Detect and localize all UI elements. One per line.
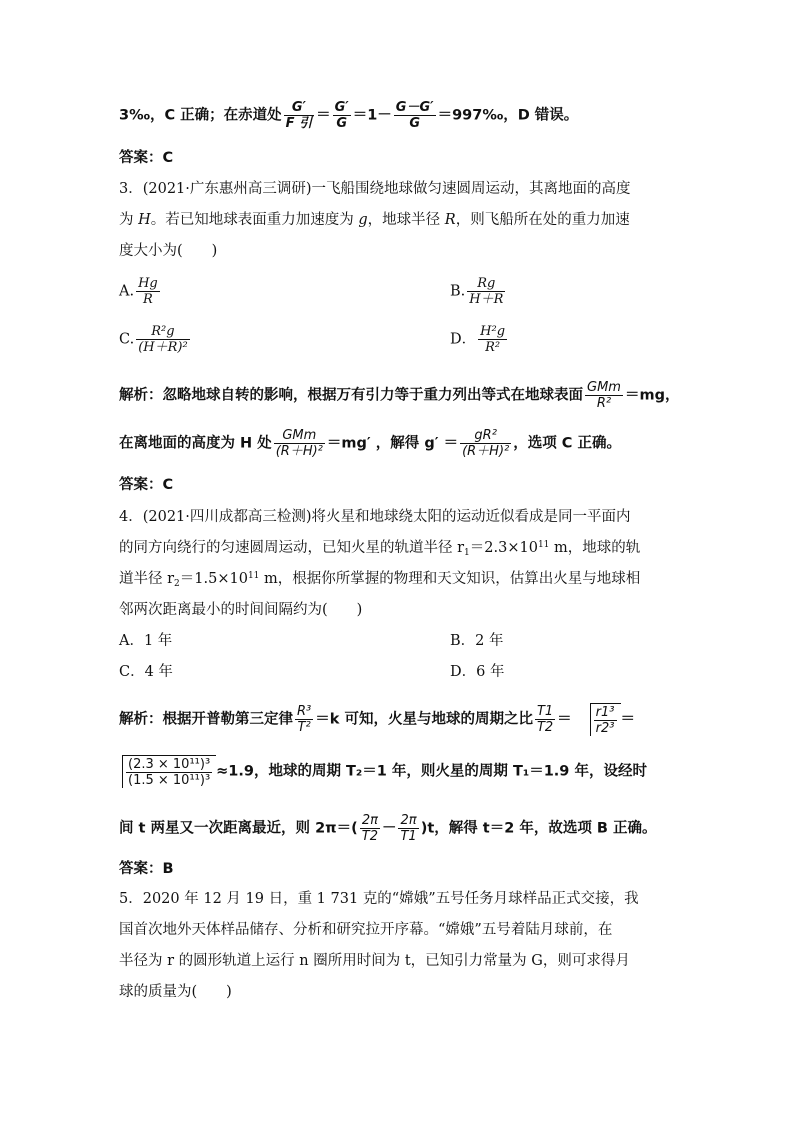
option-label: B. bbox=[450, 283, 466, 300]
text: ＝1.5×10 bbox=[179, 571, 248, 587]
text: 3‰，C bbox=[119, 107, 181, 124]
numerator: 2π bbox=[398, 813, 418, 829]
denominator: R² bbox=[485, 340, 501, 355]
denominator: T2 bbox=[536, 720, 554, 735]
denominator: T2 bbox=[361, 829, 378, 844]
text: m，地球的轨 bbox=[549, 540, 641, 556]
var: H bbox=[138, 212, 151, 228]
q3-option-a bbox=[119, 276, 162, 307]
fraction bbox=[394, 100, 436, 131]
denominator: (1.5 × 10¹¹)³ bbox=[128, 773, 211, 788]
denominator: r2³ bbox=[595, 721, 615, 736]
fraction bbox=[398, 813, 418, 844]
option-label: D． bbox=[450, 331, 477, 348]
denominator: G bbox=[409, 116, 421, 131]
q4-line-1: 4．(2021·四川成都高三检测)将火星和地球绕太阳的运动近似看成是同一平面内 bbox=[119, 509, 631, 525]
fraction bbox=[333, 100, 351, 131]
q5-line-2: 国首次地外天体样品储存、分析和研究拉开序幕。“嫦娥”五号着陆月球前，在 bbox=[119, 922, 613, 938]
fraction bbox=[295, 704, 313, 735]
square-root bbox=[580, 703, 621, 736]
text: ＝2.3×10 bbox=[469, 540, 538, 556]
square-root bbox=[112, 755, 216, 788]
numerator: 2π bbox=[360, 813, 380, 829]
text: ≈1.9，地球的周期 T₂＝1 年，则火星的周期 T₁＝1.9 年，设经时 bbox=[216, 763, 647, 780]
denominator: (R＋H)² bbox=[275, 444, 323, 459]
text: 解析：忽略地球自转的影响，根据万有引力等于重力列出等式在地球表面 bbox=[119, 387, 583, 404]
numerator: Rg bbox=[467, 276, 505, 292]
q4-option-d: D．6 年 bbox=[450, 664, 505, 680]
q4-solution-line-3 bbox=[119, 813, 676, 844]
prev-solution-end bbox=[119, 100, 676, 131]
denominator: F 引 bbox=[285, 116, 313, 131]
text: 正确；在赤道处 bbox=[180, 107, 282, 124]
text: ＝1－ bbox=[352, 107, 392, 124]
fraction bbox=[478, 324, 507, 355]
q4-option-b: B．2 年 bbox=[450, 633, 504, 649]
text: m，根据你所掌握的物理和天文知识，估算出火星与地球相 bbox=[259, 571, 641, 587]
q3-option-d bbox=[450, 324, 509, 355]
numerator: r1³ bbox=[595, 705, 615, 720]
numerator: H²g bbox=[480, 324, 506, 339]
var: g bbox=[358, 212, 368, 228]
text: 的同方向绕行的匀速圆周运动，已知火星的轨道半径 r bbox=[119, 540, 465, 556]
text: ＝ bbox=[316, 107, 331, 124]
denominator: R bbox=[143, 292, 153, 307]
fraction bbox=[284, 100, 314, 131]
text: ，则飞船所在处的重力加速 bbox=[455, 212, 630, 228]
fraction bbox=[360, 813, 380, 844]
denominator: H＋R bbox=[469, 292, 504, 307]
q3-solution-line-1 bbox=[119, 380, 680, 411]
q5-line-3: 半径为 r 的圆形轨道上运行 n 圈所用时间为 t，已知引力常量为 G，则可求得月 bbox=[119, 953, 630, 969]
subscript: 1 bbox=[464, 548, 470, 558]
q4-option-c: C．4 年 bbox=[119, 664, 173, 680]
text: ＝mg′ ，解得 g′ ＝ bbox=[326, 435, 459, 452]
text: 在离地面的高度为 H 处 bbox=[119, 435, 272, 452]
q4-solution-line-2 bbox=[112, 755, 676, 788]
numerator: Hg bbox=[138, 276, 158, 291]
text: ＝997‰，D 错误。 bbox=[437, 107, 579, 124]
q4-solution-line-1 bbox=[119, 703, 676, 736]
denominator: G bbox=[336, 116, 347, 131]
subscript: 2 bbox=[174, 579, 180, 589]
q3-option-c bbox=[119, 324, 192, 355]
q3-line-1: 3．(2021·广东惠州高三调研)一飞船围绕地球做匀速圆周运动，其离地面的高度 bbox=[119, 181, 631, 197]
q4-line-2 bbox=[119, 537, 676, 559]
denominator: T² bbox=[297, 720, 311, 735]
fraction bbox=[594, 705, 617, 736]
q4-option-a: A．1 年 bbox=[119, 633, 173, 649]
q3-option-b bbox=[450, 276, 507, 307]
fraction bbox=[467, 276, 505, 307]
answer-2: 答案：C bbox=[119, 150, 174, 166]
q3-line-3: 度大小为( ) bbox=[119, 243, 218, 259]
text: － bbox=[381, 820, 397, 837]
text: ＝ bbox=[557, 711, 572, 728]
option-label: A. bbox=[119, 283, 135, 300]
fraction bbox=[274, 428, 325, 459]
numerator: G－G′ bbox=[395, 100, 434, 115]
superscript: 11 bbox=[537, 540, 550, 550]
text: )t，解得 t＝2 年，故选项 B 正确。 bbox=[420, 820, 657, 837]
q4-line-3 bbox=[119, 568, 676, 590]
fraction bbox=[136, 276, 160, 307]
numerator: T1 bbox=[536, 704, 554, 719]
fraction bbox=[585, 380, 623, 411]
denominator: T1 bbox=[400, 829, 417, 844]
numerator: GMm bbox=[587, 380, 621, 395]
text: ＝ bbox=[620, 711, 635, 728]
text: ＝k 可知，火星与地球的周期之比 bbox=[315, 711, 533, 728]
fraction bbox=[460, 428, 511, 459]
text: 解析：根据开普勒第三定律 bbox=[119, 711, 293, 728]
numerator: G′ bbox=[334, 100, 349, 115]
text: 道半径 r bbox=[119, 571, 175, 587]
superscript: 11 bbox=[247, 571, 260, 581]
numerator: gR² bbox=[460, 428, 511, 444]
denominator: R² bbox=[596, 396, 612, 411]
answer-4: 答案：B bbox=[119, 861, 174, 877]
numerator: R³ bbox=[297, 704, 312, 719]
fraction bbox=[126, 757, 212, 788]
text: 间 t 两星又一次距离最近，则 2π＝( bbox=[119, 820, 358, 837]
numerator: (2.3 × 10¹¹)³ bbox=[128, 757, 211, 772]
text: ，地球半径 bbox=[367, 212, 445, 228]
denominator: (R＋H)² bbox=[462, 444, 510, 459]
fraction bbox=[535, 704, 555, 735]
text: 为 bbox=[119, 212, 139, 228]
numerator: R²g bbox=[136, 324, 189, 340]
q4-line-4: 邻两次距离最小的时间间隔约为( ) bbox=[119, 602, 363, 618]
text: ，选项 C 正确。 bbox=[513, 435, 621, 452]
q3-line-2 bbox=[119, 209, 676, 231]
answer-3: 答案：C bbox=[119, 477, 174, 493]
q3-solution-line-2 bbox=[119, 428, 676, 459]
denominator: (H＋R)² bbox=[138, 340, 188, 355]
numerator: GMm bbox=[274, 428, 325, 444]
q5-line-4: 球的质量为( ) bbox=[119, 984, 232, 1000]
text: ＝mg， bbox=[624, 387, 680, 404]
var: R bbox=[444, 212, 456, 228]
fraction bbox=[136, 324, 189, 355]
text: 。若已知地球表面重力加速度为 bbox=[150, 212, 359, 228]
numerator: G′ bbox=[284, 100, 314, 116]
q5-line-1: 5．2020 年 12 月 19 日，重 1 731 克的“嫦娥”五号任务月球样品正式交接，我 bbox=[119, 891, 639, 907]
option-label: C. bbox=[119, 331, 135, 348]
